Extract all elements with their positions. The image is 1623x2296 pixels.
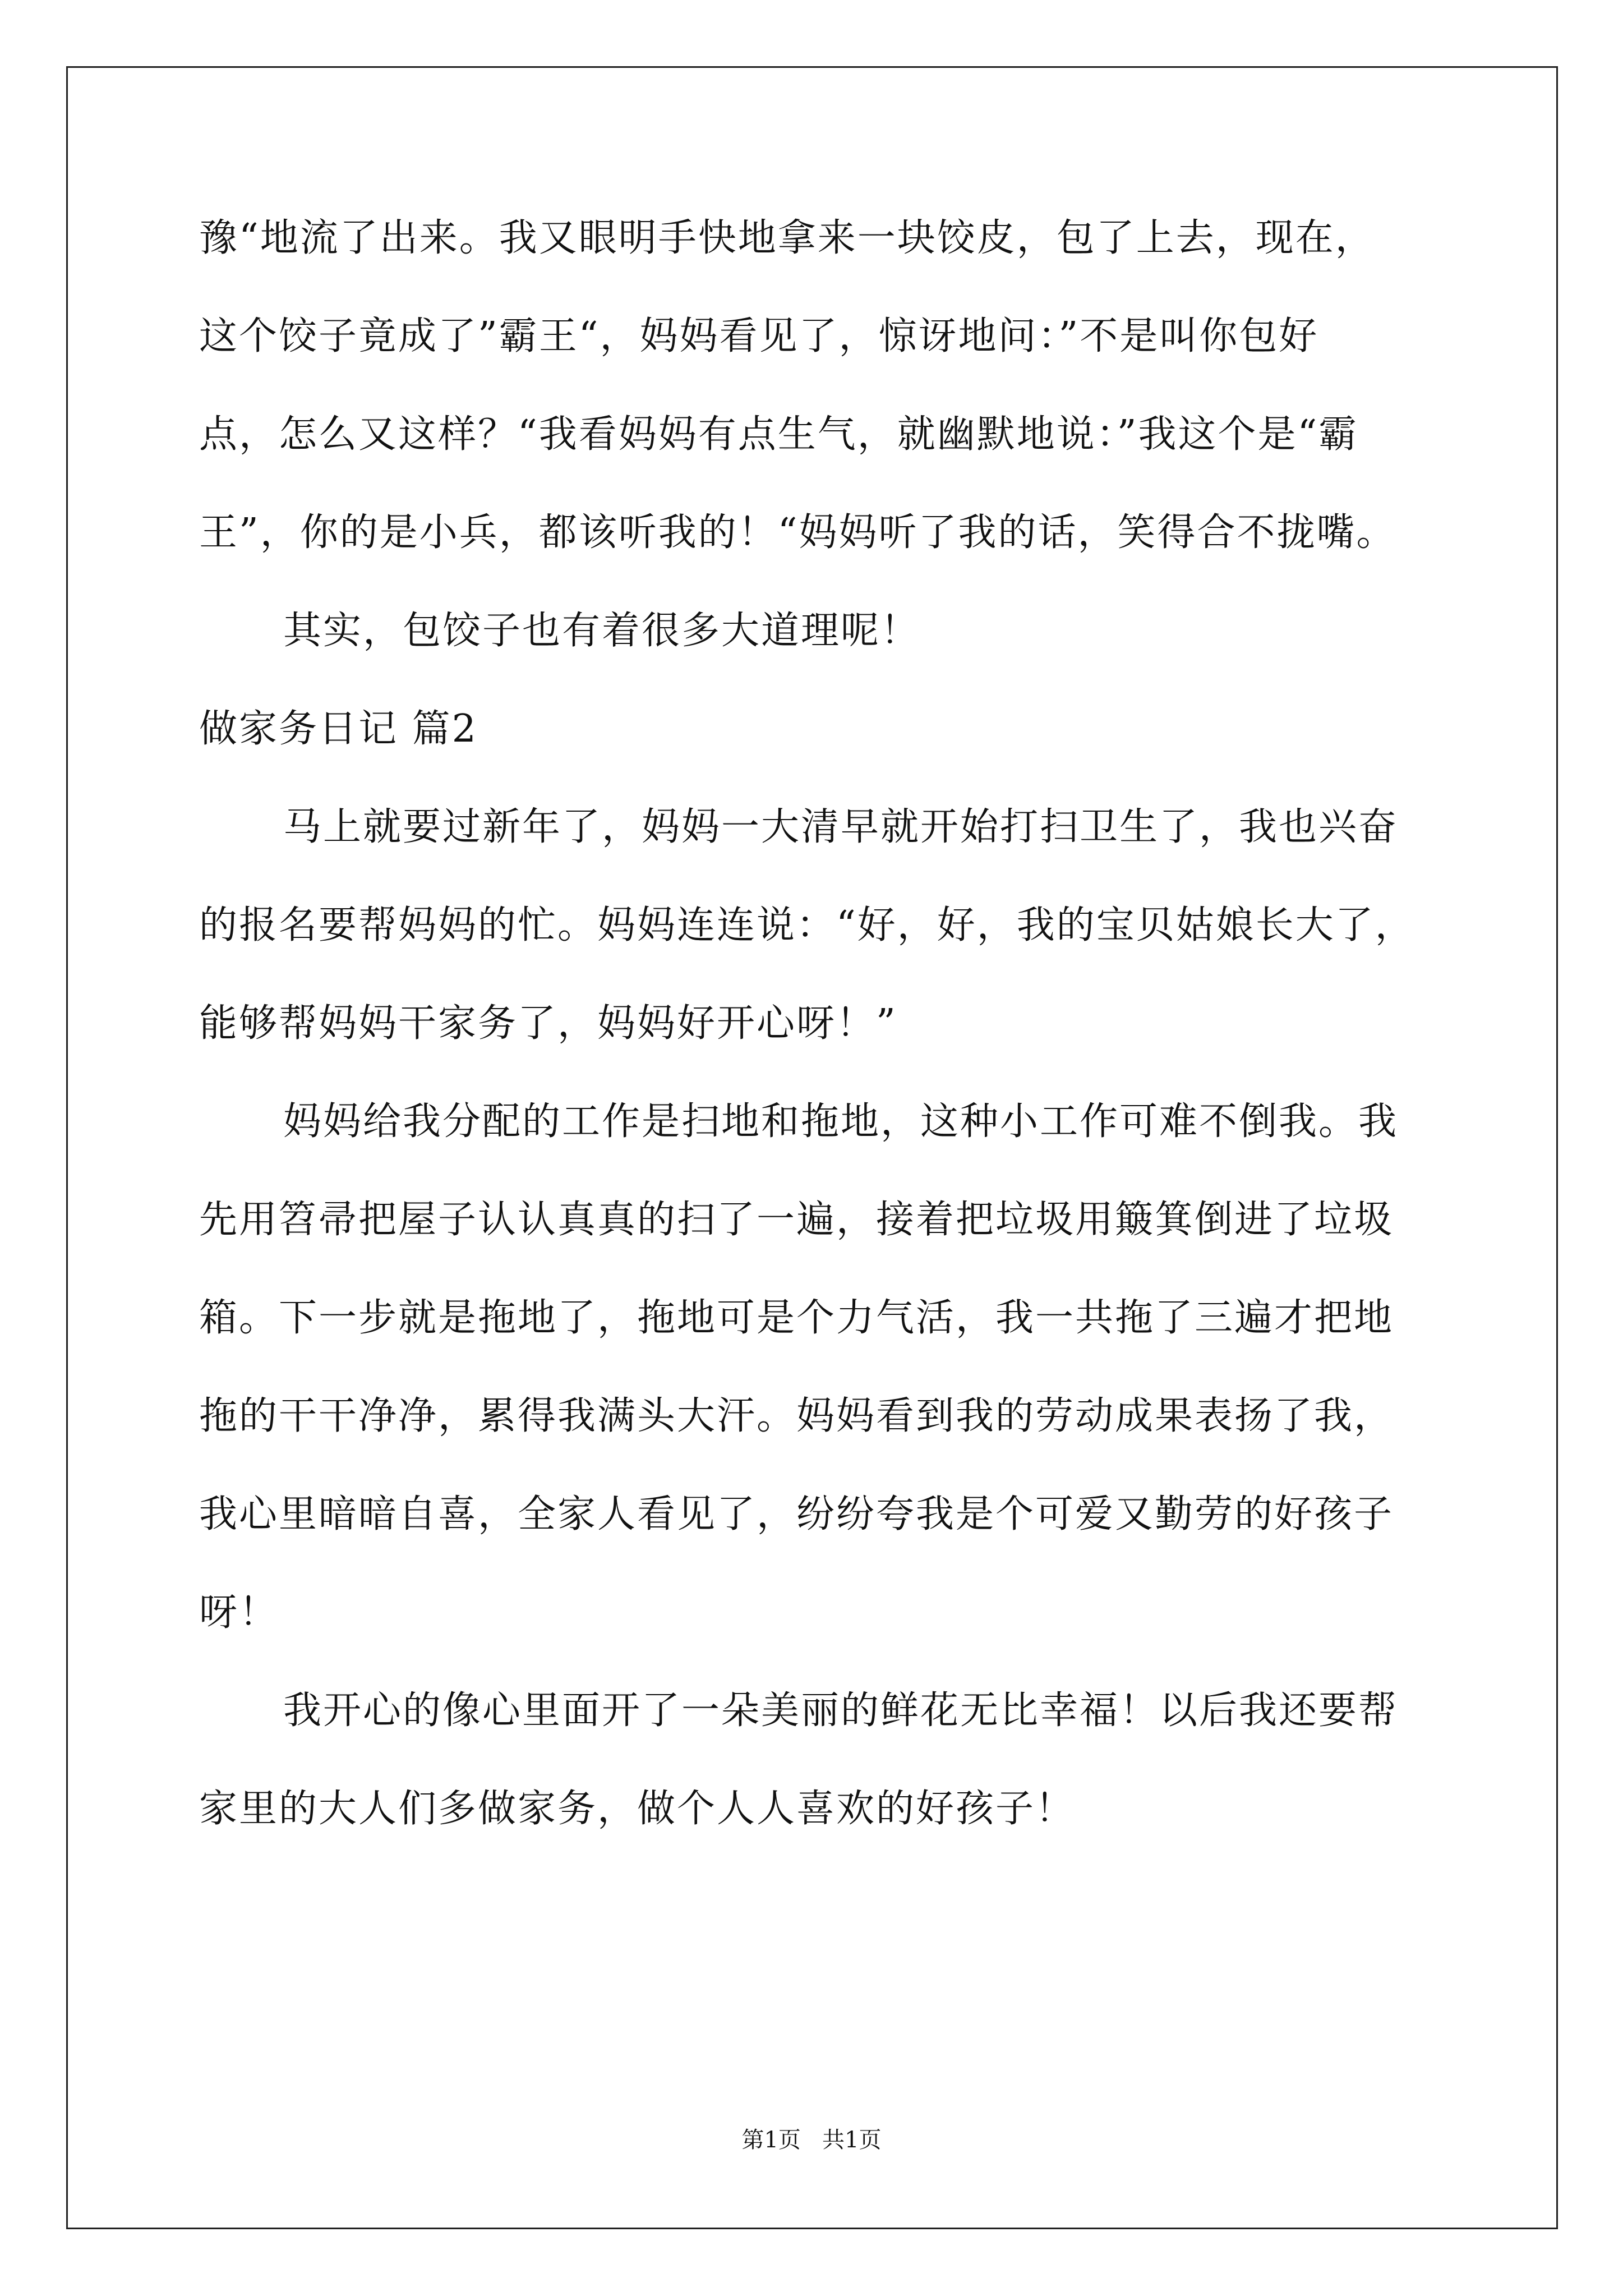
paragraph-line: 其实，包饺子也有着很多大道理呢！ [283, 609, 921, 653]
paragraph-line: 家里的大人们多做家务，做个人人喜欢的好孩子！ [199, 1787, 1076, 1831]
paragraph-line: 拖的干干净净，累得我满头大汗。妈妈看到我的劳动成果表扬了我， [199, 1394, 1394, 1438]
paragraph-line: 的报名要帮妈妈的忙。妈妈连连说：“好，好，我的宝贝姑娘长大了， [199, 903, 1415, 947]
paragraph-line: 先用笤帚把屋子认认真真的扫了一遍，接着把垃圾用簸箕倒进了垃圾 [199, 1198, 1394, 1242]
paragraph-line: 能够帮妈妈干家务了，妈妈好开心呀！” [199, 1001, 897, 1046]
paragraph-line: 我开心的像心里面开了一朵美丽的鲜花无比幸福！以后我还要帮 [283, 1688, 1399, 1733]
section-heading: 做家务日记 篇2 [199, 707, 478, 751]
paragraph-line: 王”，你的是小兵，都该听我的！“妈妈听了我的话，笑得合不拢嘴。 [199, 510, 1396, 555]
paragraph-line: 这个饺子竟成了”霸王“，妈妈看见了，惊讶地问：”不是叫你包好 [199, 314, 1319, 358]
page-number-footer: 第1页 共1页 [741, 2127, 882, 2153]
paragraph-line: 妈妈给我分配的工作是扫地和拖地，这种小工作可难不倒我。我 [283, 1099, 1399, 1144]
paragraph-line: 箱。下一步就是拖地了，拖地可是个力气活，我一共拖了三遍才把地 [199, 1296, 1394, 1340]
paragraph-line: 我心里暗暗自喜，全家人看见了，纷纷夸我是个可爱又勤劳的好孩子 [199, 1492, 1394, 1536]
paragraph-line: 豫“地流了出来。我又眼明手快地拿来一块饺皮，包了上去，现在， [199, 216, 1375, 260]
paragraph-line: 点，怎么又这样？“我看妈妈有点生气，就幽默地说：”我这个是“霸 [199, 412, 1359, 457]
paragraph-line: 呀！ [199, 1590, 279, 1635]
paragraph-line: 马上就要过新年了，妈妈一大清早就开始打扫卫生了，我也兴奋 [283, 805, 1399, 849]
